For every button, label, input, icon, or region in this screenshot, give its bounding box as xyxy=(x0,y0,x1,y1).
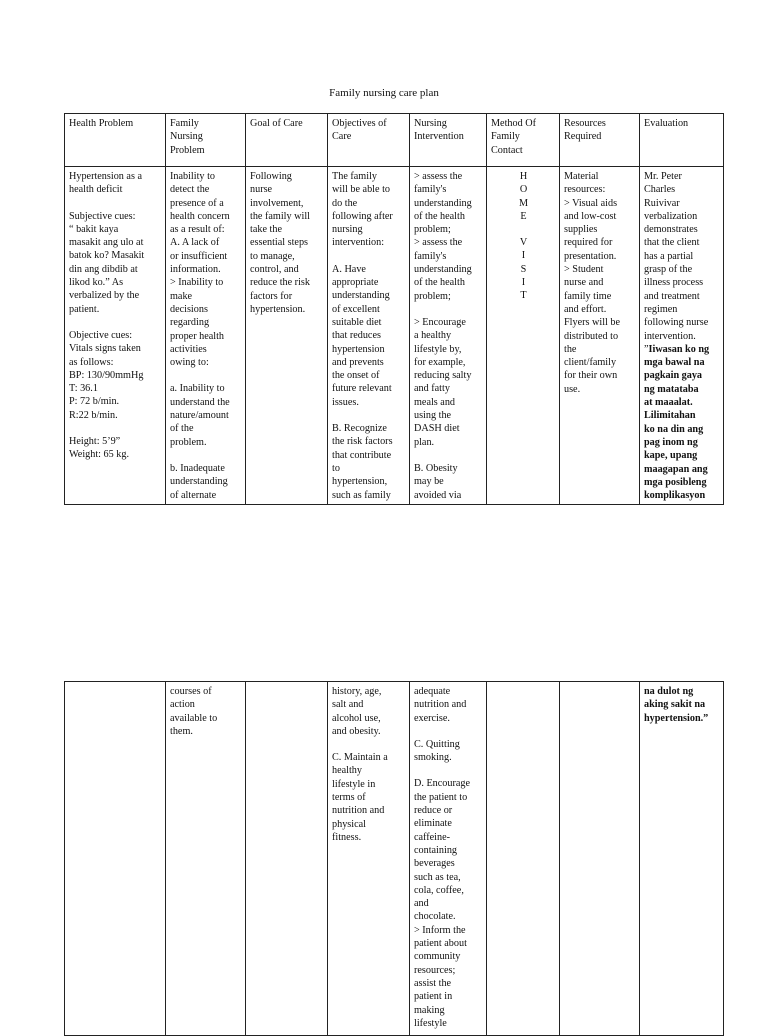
cell-resources-required xyxy=(560,682,640,1036)
cell-evaluation xyxy=(640,682,724,1036)
table-row xyxy=(65,682,724,1036)
health-deficit-text: Hypertension as a health deficit xyxy=(69,171,142,196)
cell-nursing-intervention: > assess the family's understanding of the health problem; > assess the family's understanding of the health problem; > Encourage a healthy lifestyle by, for example, reducing salty and fatty meals and using the DASH diet plan. B. Obesity may be avoided via xyxy=(410,167,487,505)
evaluation-text: Mr. Peter Charles Ruivivar verbalization demonstrates that the client has a partial grasp of the illness process and treatment regimen following nurse intervention. ” xyxy=(644,171,709,355)
header-health-problem: Health Problem xyxy=(65,114,166,167)
care-plan-table-page-2 xyxy=(64,681,724,1036)
table-header-row xyxy=(65,114,724,167)
method-home-text: H O M E xyxy=(518,171,529,222)
header-resources-required: Resources Required xyxy=(560,114,640,167)
cell-family-nursing-problem: Inability to detect the presence of a health concern as a result of: A. A lack of or insufficient information. > Inability to make decisions regarding proper health activities owing to: a. Inability to understand the nature/amount of the problem. b. Inadequate understanding of alternate xyxy=(166,167,246,505)
cell-family-nursing-problem: courses of action available to them. xyxy=(166,682,246,1036)
table-row xyxy=(65,167,724,505)
header-nursing-intervention: Nursing Intervention xyxy=(410,114,487,167)
header-goal-of-care: Goal of Care xyxy=(246,114,328,167)
header-method-of-family-contact: Method Of Family Contact xyxy=(487,114,560,167)
page-title: Family nursing care plan xyxy=(329,87,439,99)
cell-health-problem xyxy=(65,682,166,1036)
care-plan-table-page-1 xyxy=(64,113,724,505)
cell-goal-of-care: Following nurse involvement, the family will take the essential steps to manage, control, and reduce the risk factors for hypertension. xyxy=(246,167,328,505)
cell-nursing-intervention: adequate nutrition and exercise. C. Quitting smoking. D. Encourage the patient to reduce or eliminate caffeine- containing beverages such as tea, cola, coffee, and chocolate. > Inform the patient about community resources; assist the patient in making lifestyle xyxy=(410,682,487,1036)
evaluation-quote-text: na dulot ng aking sakit na hypertension.” xyxy=(644,686,709,724)
method-visit-text: V I S I T xyxy=(519,237,528,302)
header-family-nursing-problem: Family Nursing Problem xyxy=(166,114,246,167)
header-evaluation: Evaluation xyxy=(640,114,724,167)
cell-evaluation xyxy=(640,167,724,505)
subjective-cues-text: Subjective cues: “ bakit kaya masakit ang ulo at batok ko? Masakit din ang dibdib at likod ko.” As verbalized by the patient. xyxy=(69,210,145,315)
cell-method-of-family-contact xyxy=(487,167,560,505)
cell-health-problem xyxy=(65,167,166,505)
cell-objectives-of-care: The family will be able to do the following after nursing intervention: A. Have appropriate understanding of excellent suitable diet that reduces hypertension and prevents the onset of future relevant issues. B. Recognize the risk factors that contribute to hypertension, such as family xyxy=(328,167,410,505)
cell-resources-required: Material resources: > Visual aids and low-cost supplies required for presentation. > Student nurse and family time and effort. Flyers will be distributed to the client/family for their own use. xyxy=(560,167,640,505)
header-objectives-of-care: Objectives of Care xyxy=(328,114,410,167)
cell-method-of-family-contact xyxy=(487,682,560,1036)
evaluation-quote-text: Iiwasan ko ng mga bawal na pagkain gaya ng matataba at maaalat. Lilimitahan ko na din ang pag inom ng kape, upang maagapan ang mga posibleng komplikasyon xyxy=(644,343,710,502)
height-weight-text: Height: 5’9” Weight: 65 kg. xyxy=(69,436,130,461)
cell-objectives-of-care: history, age, salt and alcohol use, and obesity. C. Maintain a healthy lifestyle in terms of nutrition and physical fitness. xyxy=(328,682,410,1036)
objective-cues-text: Objective cues: Vitals signs taken as follows: BP: 130/90mmHg T: 36.1 P: 72 b/min. R:22 b/min. xyxy=(69,329,144,421)
cell-goal-of-care xyxy=(246,682,328,1036)
